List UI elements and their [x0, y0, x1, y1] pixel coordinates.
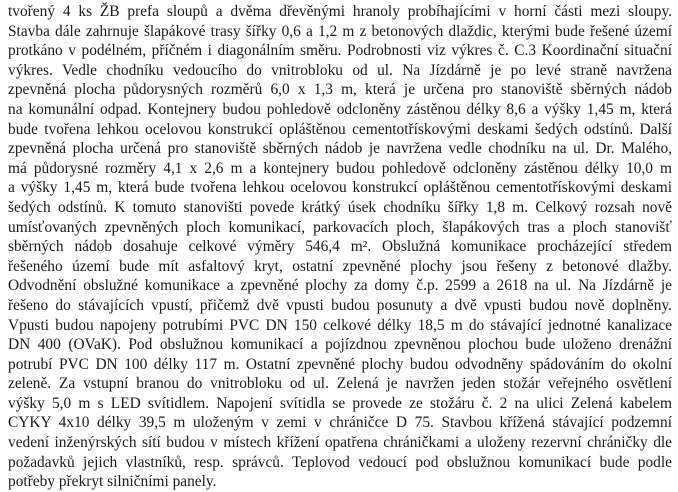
- text-line: řešeného území bude mít asfaltový kryt, ostatní zpevněné plochy jsou řešeny z betonové dlažby.: [8, 257, 672, 275]
- text-line: zpevněná plocha půdorysných rozměrů 6,0 x 1,3 m, která je určena pro stanoviště sběrných nádob: [8, 81, 672, 99]
- text-line: požadavků jejich vlastníků, resp. správců. Teplovod vedoucí pod obslužnou komunikací bude podle: [8, 453, 672, 471]
- text-line: zpevněná plocha určená pro stanoviště sběrných nádob je navržena vedle chodníku na ul. Dr. Malého,: [8, 140, 672, 158]
- text-line: Odvodnění obslužné komunikace a zpevněné plochy za domy č.p. 2599 a 2618 na ul. Na Jízdárně je: [8, 277, 672, 295]
- text-line: potřeby překryt silničními panely.: [8, 473, 217, 491]
- text-line: vedení inženýrských sítí budou v místech křížení opatřena chráničkami a uloženy rezervní chráničky dle: [8, 434, 672, 452]
- text-line: má půdorysné rozměry 4,1 x 2,6 m a kontejnery budou pohledově odcloněny zástěnou délky 10,0 m: [8, 159, 672, 177]
- text-line: tvořený 4 ks ŽB prefa sloupů a dvěma dřevěnými hranoly probíhajícími v horní části mezi sloupy.: [8, 3, 672, 20]
- text-line: sběrných nádob dosahuje celkové výměry 546,4 m². Obslužná komunikace procházející středem: [8, 238, 672, 256]
- text-line: řešeno do stávajících vpustí, přičemž dvě vpusti budou posunuty a dvě vpusti budou nově doplněny.: [8, 296, 672, 314]
- text-line: šedých odstínů. K tomuto stanovišti povede krátký úsek chodníku šířky 1,8 m. Celkový rozsah nově: [8, 198, 672, 216]
- text-line: na komunální odpad. Kontejnery budou pohledově odcloněny zástěnou délky 8,6 a výšky 1,45 m, která: [8, 100, 672, 118]
- text-line: výšky 5,0 m s LED svítidlem. Napojení svítidla se provede ze stožáru č. 2 na ulici Zelená kabelem: [8, 394, 672, 412]
- text-line: bude tvořena lehkou ocelovou konstrukcí opláštěnou cementotřískovými deskami šedých odstínů. Další: [8, 120, 672, 138]
- text-line: a výšky 1,45 m, která bude tvořena lehkou ocelovou konstrukcí opláštěnou cementotřískovými deskami: [8, 179, 672, 197]
- text-line: potrubí PVC DN 100 délky 117 m. Ostatní zpevněné plochy budou odvodněny spádováním do okolní: [8, 355, 672, 373]
- text-line: umísťovaných zpevněných ploch komunikací, parkovacích ploch, šlapákových tras a ploch stanovišť: [8, 218, 672, 236]
- text-line: zeleně. Za vstupní branou do vnitrobloku od ul. Zelená je navržen jeden stožár veřejného osvětlení: [8, 375, 672, 393]
- text-line: Stavba dále zahrnuje šlapákové trasy šířky 0,6 a 1,2 m z betonových dlaždic, kterými bude řešené území: [8, 22, 672, 40]
- text-line: DN 400 (OVaK). Pod obslužnou komunikací a pojízdnou zpevněnou plochou bude uloženo drenážní: [8, 336, 672, 354]
- document-page: [8, 2, 672, 492]
- text-line: výkres. Vedle chodníku vedoucího do vnitrobloku od ul. Na Jízdárně je po levé straně navržena: [8, 61, 672, 79]
- text-line: CYKY 4x10 délky 39,5 m uloženým v zemi v chráničce D 75. Stavbou křížená stávající podzemní: [8, 414, 672, 432]
- text-line: Vpusti budou napojeny potrubími PVC DN 150 celkové délky 18,5 m do stávající jednotné kanalizace: [8, 316, 672, 334]
- text-line: protkáno v podélném, příčném i diagonálním směru. Podrobnosti viz výkres č. C.3 Koordinační situační: [8, 42, 672, 60]
